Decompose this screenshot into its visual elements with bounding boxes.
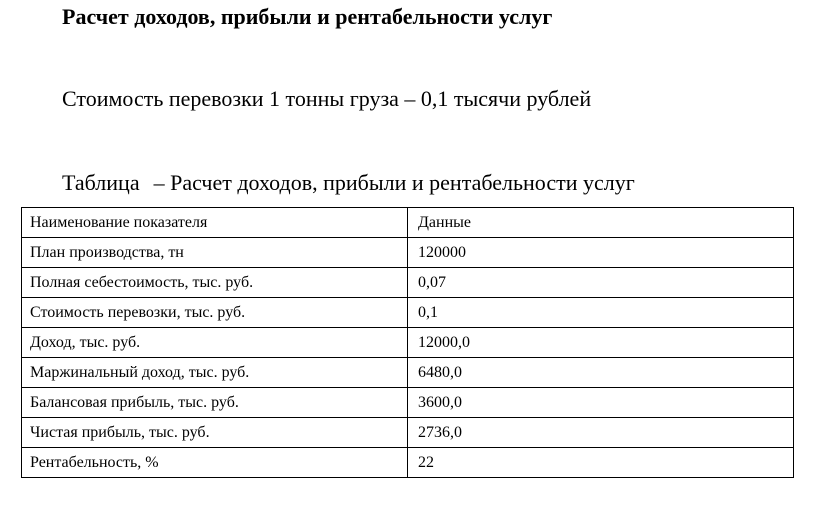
indicator-cell: Рентабельность, % [22, 448, 408, 478]
value-cell: 2736,0 [408, 418, 794, 448]
value-cell: 0,1 [408, 298, 794, 328]
table-row [22, 268, 794, 298]
table-row [22, 418, 794, 448]
table-caption [62, 170, 635, 196]
table-header-row [22, 208, 794, 238]
value-cell: 6480,0 [408, 358, 794, 388]
table-row [22, 388, 794, 418]
table-row [22, 448, 794, 478]
table-row [22, 358, 794, 388]
transport-cost-statement: Стоимость перевозки 1 тонны груза – 0,1 тысячи рублей [62, 86, 592, 111]
value-cell: 22 [408, 448, 794, 478]
value-cell: 120000 [408, 238, 794, 268]
document-heading: Расчет доходов, прибыли и рентабельности услуг [62, 4, 553, 29]
value-cell: 0,07 [408, 268, 794, 298]
indicator-cell: План производства, тн [22, 238, 408, 268]
table-caption-label: Таблица [62, 170, 140, 195]
table-row [22, 298, 794, 328]
indicator-cell: Доход, тыс. руб. [22, 328, 408, 358]
indicator-cell: Чистая прибыль, тыс. руб. [22, 418, 408, 448]
indicator-cell: Полная себестоимость, тыс. руб. [22, 268, 408, 298]
value-cell: 12000,0 [408, 328, 794, 358]
value-cell: 3600,0 [408, 388, 794, 418]
indicator-cell: Маржинальный доход, тыс. руб. [22, 358, 408, 388]
table-caption-title: – Расчет доходов, прибыли и рентабельности услуг [153, 170, 635, 195]
column-header-indicator: Наименование показателя [22, 208, 408, 238]
table-row [22, 328, 794, 358]
column-header-value: Данные [408, 208, 794, 238]
indicator-cell: Стоимость перевозки, тыс. руб. [22, 298, 408, 328]
indicator-cell: Балансовая прибыль, тыс. руб. [22, 388, 408, 418]
results-table [21, 207, 794, 478]
table-row [22, 238, 794, 268]
